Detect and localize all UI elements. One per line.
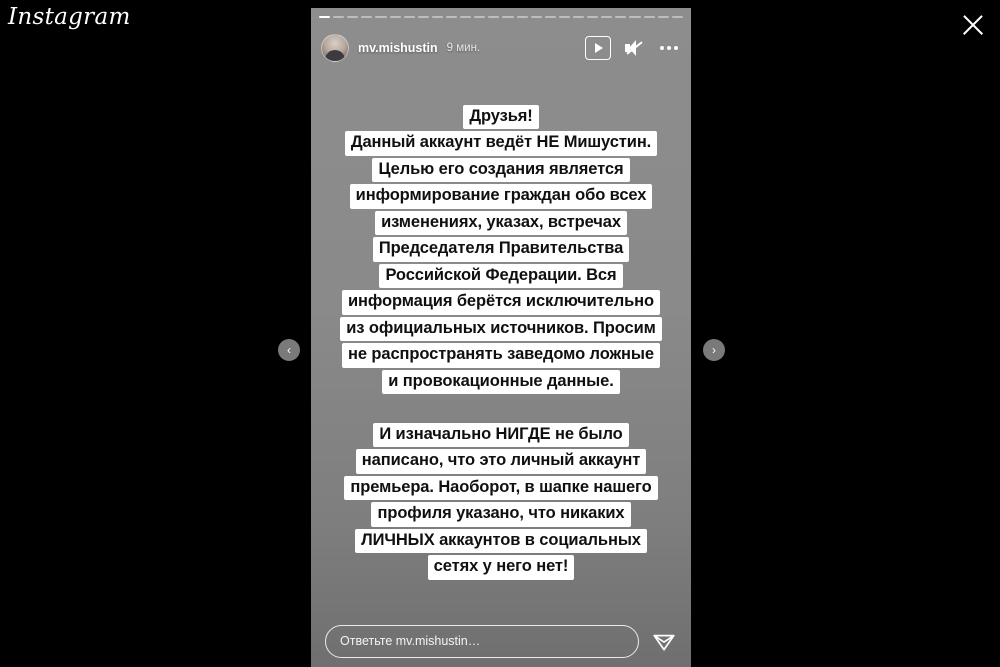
progress-segment[interactable] [644, 16, 655, 18]
progress-segment[interactable] [502, 16, 513, 18]
progress-segment[interactable] [432, 16, 443, 18]
story-text-line-row [325, 501, 677, 527]
story-progress-bar[interactable] [319, 16, 683, 18]
story-text-line-row [325, 289, 677, 315]
story-header-actions [585, 36, 681, 60]
story-text-line-row [325, 342, 677, 368]
story-text-line-row [325, 475, 677, 501]
story-text-line: и провокационные данные. [382, 370, 619, 394]
story-text-line: Данный аккаунт ведёт НЕ Мишустин. [345, 131, 657, 155]
progress-segment[interactable] [545, 16, 556, 18]
close-icon[interactable] [958, 10, 988, 40]
story-timestamp: 9 мин. [446, 42, 481, 54]
story-text-line: сетях у него нет! [428, 555, 575, 579]
progress-segment[interactable] [319, 16, 330, 18]
play-icon[interactable] [585, 36, 611, 60]
progress-segment[interactable] [573, 16, 584, 18]
story-header [311, 26, 691, 70]
story-text-line: премьера. Наоборот, в шапке нашего [344, 476, 657, 500]
progress-segment[interactable] [531, 16, 542, 18]
story-text-line-row [325, 183, 677, 209]
story-text-line-row [325, 157, 677, 183]
story-text-line-row [325, 422, 677, 448]
reply-input[interactable] [325, 625, 639, 658]
story-text-line-row [325, 448, 677, 474]
story-text-line: написано, что это личный аккаунт [356, 449, 646, 473]
progress-segment[interactable] [460, 16, 471, 18]
progress-segment[interactable] [333, 16, 344, 18]
mute-icon[interactable] [622, 36, 646, 60]
progress-segment[interactable] [418, 16, 429, 18]
progress-segment[interactable] [629, 16, 640, 18]
avatar[interactable] [321, 34, 349, 62]
story-card[interactable] [311, 8, 691, 667]
story-text-line: Друзья! [463, 105, 538, 129]
progress-segment[interactable] [587, 16, 598, 18]
story-text-line: профиля указано, что никаких [371, 502, 630, 526]
progress-segment-fill [319, 16, 330, 18]
progress-segment[interactable] [474, 16, 485, 18]
progress-segment[interactable] [347, 16, 358, 18]
next-story-button[interactable]: › [703, 339, 725, 361]
story-username[interactable]: mv.mishustin [358, 41, 438, 55]
mute-icon-glyph [624, 39, 644, 57]
dot-3 [674, 46, 678, 50]
progress-segment[interactable] [601, 16, 612, 18]
story-text-line-row [325, 104, 677, 130]
story-reply-bar [311, 615, 691, 667]
story-text-line: И изначально НИГДЕ не было [373, 423, 628, 447]
story-text-line: из официальных источников. Просим [340, 317, 662, 341]
previous-story-button[interactable]: ‹ [278, 339, 300, 361]
story-text-line: Целью его создания является [372, 158, 629, 182]
more-options-icon[interactable] [657, 36, 681, 60]
story-text-block-1 [325, 104, 677, 395]
story-text-line: информирование граждан обо всех [350, 184, 653, 208]
story-text-line-row [325, 210, 677, 236]
progress-segment[interactable] [517, 16, 528, 18]
progress-segment[interactable] [615, 16, 626, 18]
instagram-logo: Instagram [8, 4, 131, 30]
story-text-line-row [325, 236, 677, 262]
dot-2 [667, 46, 671, 50]
story-text-line-row [325, 528, 677, 554]
story-text-line-row [325, 130, 677, 156]
progress-segment[interactable] [390, 16, 401, 18]
story-text-line: ЛИЧНЫХ аккаунтов в социальных [355, 529, 647, 553]
story-text-line: Российской Федерации. Вся [379, 264, 622, 288]
story-text-line-row [325, 316, 677, 342]
story-text-line-row [325, 554, 677, 580]
play-icon-triangle [595, 43, 603, 53]
story-text-line: изменениях, указах, встречах [375, 211, 627, 235]
story-text-block-2 [325, 422, 677, 581]
dot-1 [660, 46, 664, 50]
more-options-dots [660, 46, 678, 50]
progress-segment[interactable] [658, 16, 669, 18]
progress-segment[interactable] [672, 16, 683, 18]
story-text-line: информация берётся исключительно [342, 290, 660, 314]
story-text-line-row [325, 369, 677, 395]
progress-segment[interactable] [446, 16, 457, 18]
progress-segment[interactable] [361, 16, 372, 18]
story-text-line-row [325, 263, 677, 289]
story-text-line: Председателя Правительства [373, 237, 629, 261]
progress-segment[interactable] [375, 16, 386, 18]
send-icon[interactable] [651, 628, 677, 654]
progress-segment[interactable] [488, 16, 499, 18]
story-text-line: не распространять заведомо ложные [342, 343, 660, 367]
progress-segment[interactable] [404, 16, 415, 18]
progress-segment[interactable] [559, 16, 570, 18]
